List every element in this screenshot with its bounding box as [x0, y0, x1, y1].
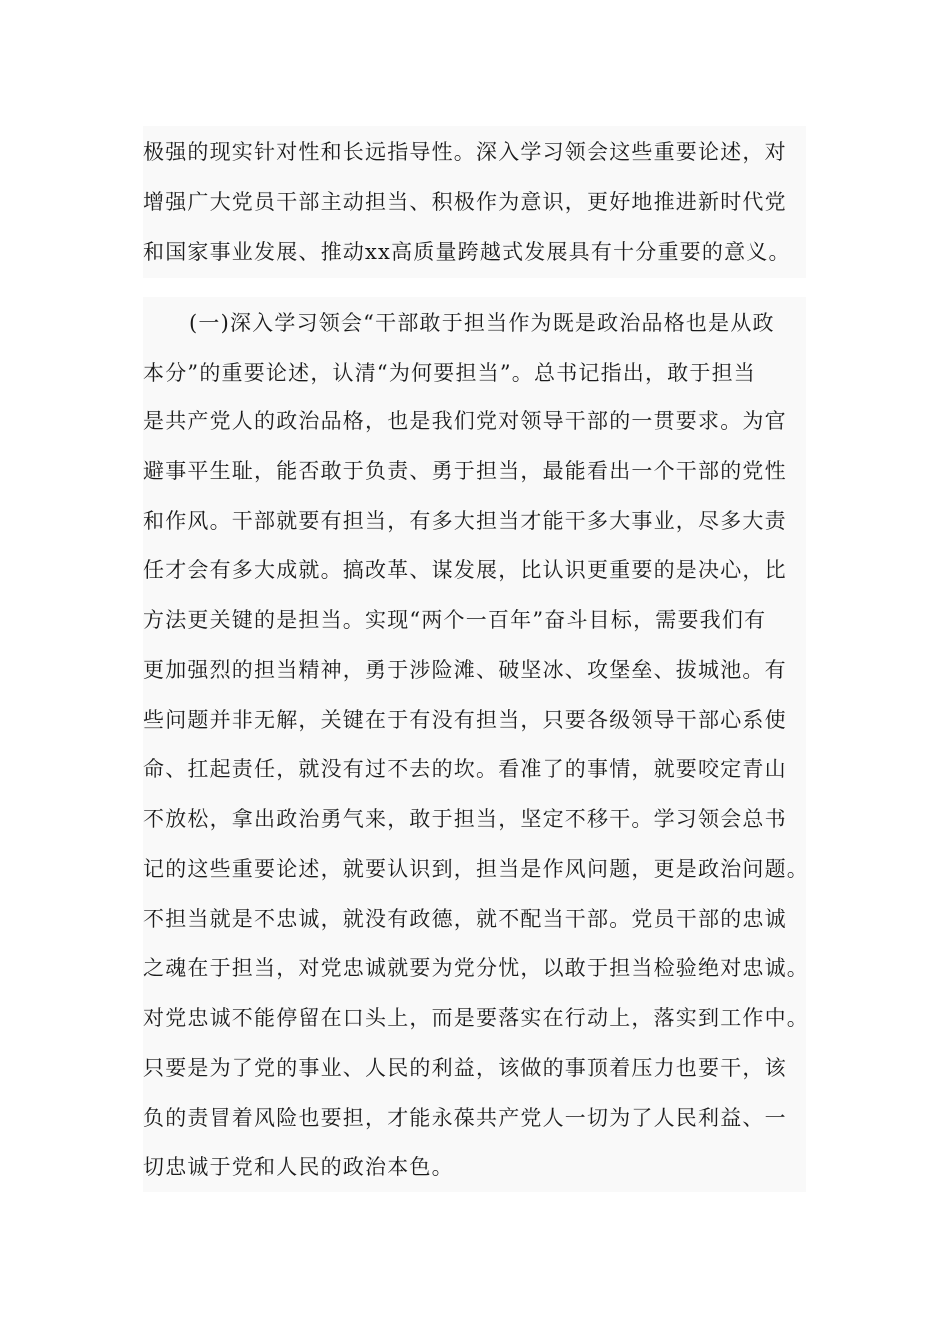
text-line: 更加强烈的担当精神，勇于涉险滩、破坚冰、攻堡垒、拔城池。有	[143, 658, 787, 682]
text-line: 和作风。干部就要有担当，有多大担当才能干多大事业，尽多大责	[143, 509, 787, 533]
text-line: 方法更关键的是担当。实现“两个一百年”奋斗目标，需要我们有	[143, 608, 767, 632]
text-line: (一)深入学习领会“干部敢于担当作为既是政治品格也是从政	[189, 311, 775, 335]
text-line: 本分”的重要论述，认清“为何要担当”。总书记指出，敢于担当	[143, 361, 757, 385]
text-line: 任才会有多大成就。搞改革、谋发展，比认识更重要的是决心，比	[143, 558, 787, 582]
text-line: 之魂在于担当，对党忠诚就要为党分忧，以敢于担当检验绝对忠诚。	[143, 956, 809, 980]
text-line: 些问题并非无解，关键在于有没有担当，只要各级领导干部心系使	[143, 708, 787, 732]
text-line: 记的这些重要论述，就要认识到，担当是作风问题，更是政治问题。	[143, 857, 809, 881]
text-line: 切忠诚于党和人民的政治本色。	[143, 1155, 454, 1179]
text-line: 对党忠诚不能停留在口头上，而是要落实在行动上，落实到工作中。	[143, 1006, 809, 1030]
text-line: 是共产党人的政治品格，也是我们党对领导干部的一贯要求。为官	[143, 409, 787, 433]
text-line: 增强广大党员干部主动担当、积极作为意识，更好地推进新时代党	[143, 190, 787, 214]
paragraph-section-one	[143, 297, 809, 1192]
text-line: 只要是为了党的事业、人民的利益，该做的事顶着压力也要干，该	[143, 1056, 787, 1080]
paragraph-intro-conclusion	[143, 126, 806, 278]
text-line: 负的责冒着风险也要担，才能永葆共产党人一切为了人民利益、一	[143, 1106, 787, 1130]
text-line: 命、扛起责任，就没有过不去的坎。看准了的事情，就要咬定青山	[143, 757, 787, 781]
text-line: 和国家事业发展、推动xx高质量跨越式发展具有十分重要的意义。	[143, 240, 791, 264]
text-line: 避事平生耻，能否敢于负责、勇于担当，最能看出一个干部的党性	[143, 459, 787, 483]
text-line: 极强的现实针对性和长远指导性。深入学习领会这些重要论述，对	[143, 140, 787, 164]
text-line: 不放松，拿出政治勇气来，敢于担当，坚定不移干。学习领会总书	[143, 807, 787, 831]
text-line: 不担当就是不忠诚，就没有政德，就不配当干部。党员干部的忠诚	[143, 907, 787, 931]
